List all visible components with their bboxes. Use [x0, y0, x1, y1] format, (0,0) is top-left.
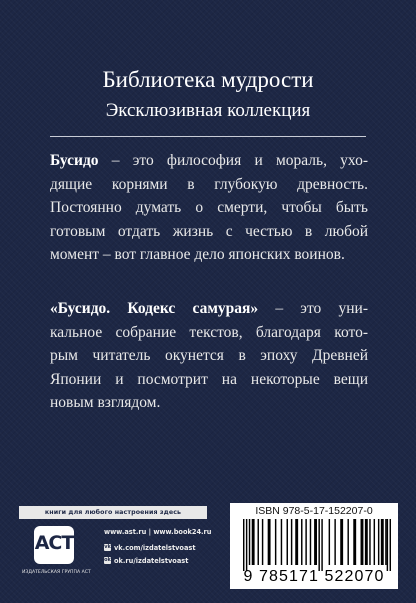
- barcode-panel: [230, 503, 398, 589]
- series-title: Библиотека мудрости: [102, 67, 314, 92]
- barcode-bar: [381, 519, 384, 565]
- paragraph-line: готовым отдать жизнь с честью в любой: [50, 222, 368, 240]
- paragraph-line: Постоянно думать о смерти, чтобы быть: [50, 199, 368, 217]
- logo-text: АСТ: [34, 532, 74, 554]
- barcode-bar: [295, 519, 298, 565]
- social-link-text: vk.com/izdatelstvoast: [114, 543, 196, 552]
- barcode-bar: [378, 519, 379, 565]
- bold-term: Бусидо: [50, 152, 99, 169]
- barcode-bar: [318, 519, 319, 571]
- paragraph-line: рым читатель окунется в эпоху Древней: [50, 347, 368, 365]
- paragraph-line: Японии и посмотрит на некоторые вещи: [50, 370, 368, 388]
- description-paragraph-1: [50, 149, 368, 267]
- barcode-bar: [387, 519, 388, 571]
- paragraph-line: «Бусидо. Кодекс самурая» – это уни-: [50, 300, 368, 317]
- paragraph-line: новым взглядом.: [50, 394, 161, 412]
- paragraph-line: кальное собрание текстов, благодаря кото-: [50, 323, 368, 341]
- publisher-slogan: книги для любого настроения здесь: [19, 506, 207, 519]
- bold-book-title: «Бусидо. Кодекс самурая»: [50, 300, 259, 317]
- barcode-bar: [243, 519, 244, 571]
- social-link-text: ok.ru/izdatelstvoast: [114, 556, 189, 565]
- paragraph-line: момент – вот главное дело японских воинов.: [50, 246, 345, 264]
- barcode-bar: [369, 519, 370, 565]
- barcode-bar: [252, 519, 255, 565]
- barcode-bar: [353, 519, 356, 565]
- ean-digits: 9 785171 522070: [243, 568, 385, 585]
- isbn-number: ISBN 978-5-17-152207-0: [255, 505, 373, 517]
- description-paragraph-2: [50, 297, 368, 415]
- barcode-bar: [334, 519, 335, 565]
- social-link-ok[interactable]: [104, 554, 224, 567]
- barcode-bar: [329, 519, 330, 565]
- barcode-bar: [301, 519, 302, 565]
- barcode-bar: [262, 519, 263, 565]
- vk-icon: vk: [104, 544, 111, 550]
- barcode-bar: [374, 519, 375, 565]
- barcode-bar: [291, 519, 292, 565]
- barcode-bar: [314, 519, 317, 565]
- publisher-label: ИЗДАТЕЛЬСКАЯ ГРУППА АСТ: [22, 570, 91, 575]
- divider-line: [50, 136, 366, 137]
- series-subtitle: Эксклюзивная коллекция: [105, 100, 311, 121]
- barcode-bar: [268, 519, 271, 565]
- barcode-bar: [340, 519, 343, 565]
- website-links[interactable]: www.ast.ru | www.book24.ru: [104, 528, 212, 536]
- barcode-bar: [347, 519, 348, 565]
- publisher-contacts: [104, 527, 224, 567]
- barcode-bar: [310, 519, 311, 565]
- barcode-bar: [361, 519, 364, 565]
- barcode-bar: [385, 519, 386, 565]
- barcode-bars: [243, 519, 391, 571]
- publisher-logo: [22, 526, 91, 584]
- barcode-bar: [365, 519, 368, 565]
- paragraph-line: дящие корнями в глубокую древность.: [50, 175, 368, 193]
- social-link-vk[interactable]: [104, 541, 224, 554]
- barcode-bar: [258, 519, 259, 565]
- paragraph-line: Бусидо – это философия и мораль, ухо-: [50, 152, 368, 169]
- barcode-bar: [321, 519, 322, 571]
- barcode-bar: [281, 519, 282, 565]
- barcode-bar: [305, 519, 306, 565]
- barcode-bar: [390, 519, 391, 571]
- barcode-bar: [246, 519, 247, 571]
- barcode-bar: [275, 519, 276, 565]
- barcode-bar: [287, 519, 288, 565]
- barcode-bar: [249, 519, 250, 565]
- ok-icon: ok: [104, 557, 111, 563]
